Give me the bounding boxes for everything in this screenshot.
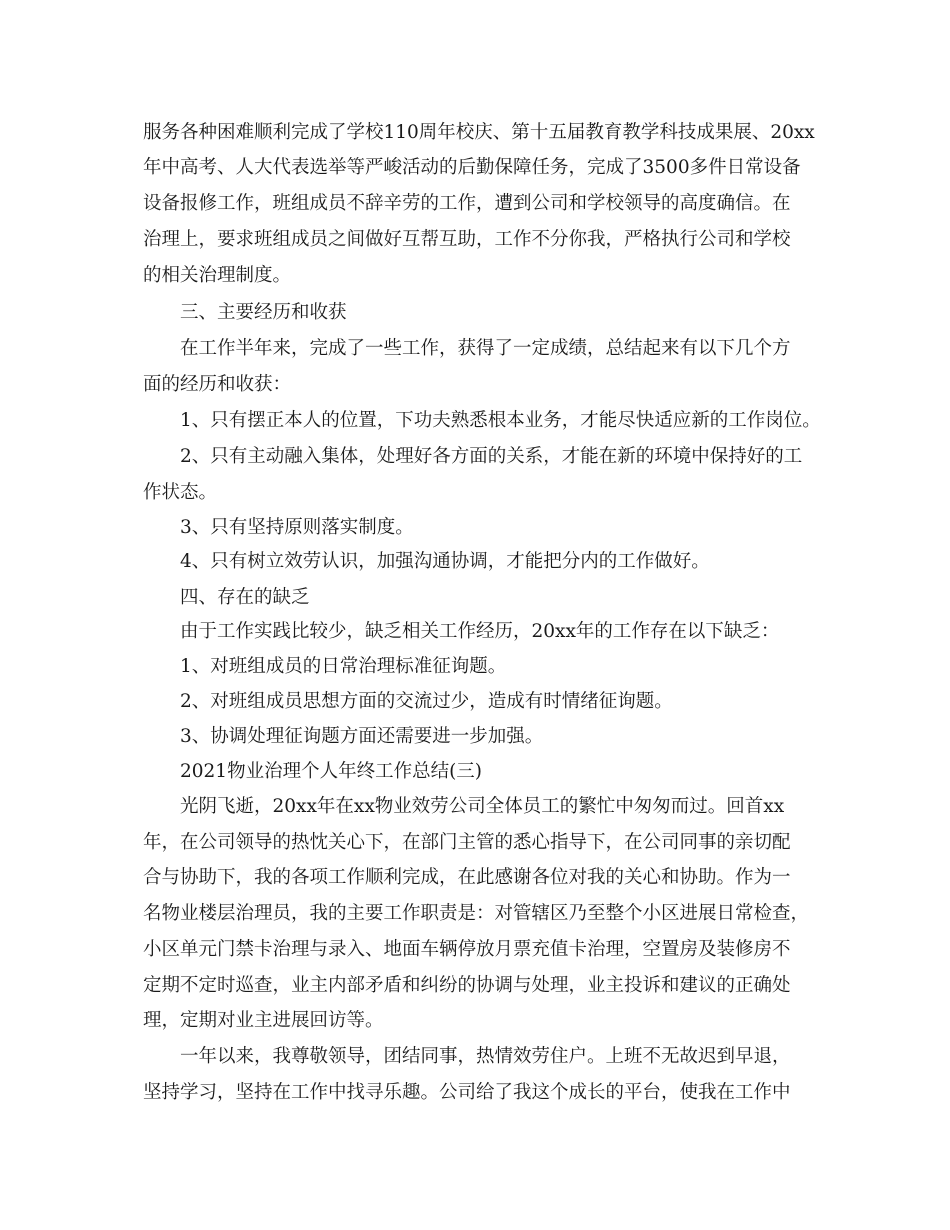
document-title: 2021物业治理个人年终工作总结(三)	[180, 761, 483, 782]
list-item: 3、只有坚持原则落实制度。	[180, 517, 414, 538]
list-item: 1、对班组成员的日常治理标准征询题。	[180, 656, 507, 677]
list-item: 2、只有主动融入集体，处理好各方面的关系，才能在新的环境中保持好的工	[180, 446, 803, 467]
paragraph-line: 坚持学习，坚持在工作中找寻乐趣。公司给了我这个成长的平台，使我在工作中	[143, 1082, 791, 1103]
paragraph-line: 理，定期对业主进展回访等。	[143, 1010, 384, 1031]
list-item: 2、对班组成员思想方面的交流过少，造成有时情绪征询题。	[180, 691, 673, 712]
paragraph-line: 的相关治理制度。	[143, 265, 292, 286]
paragraph-line: 作状态。	[143, 482, 218, 503]
list-item: 4、只有树立效劳认识，加强沟通协调，才能把分内的工作做好。	[180, 551, 710, 572]
paragraph-line: 名物业楼层治理员，我的主要工作职责是：对管辖区乃至整个小区进展日常检查，	[143, 903, 810, 924]
section-heading: 四、存在的缺乏	[180, 587, 310, 608]
list-item: 1、只有摆正本人的位置，下功夫熟悉根本业务，才能尽快适应新的工作岗位。	[180, 410, 821, 431]
paragraph-line: 合与协助下，我的各项工作顺利完成，在此感谢各位对我的关心和协助。作为一	[143, 867, 791, 888]
paragraph-line: 面的经历和收获：	[143, 374, 292, 395]
paragraph-line: 在工作半年来，完成了一些工作，获得了一定成绩，总结起来有以下几个方	[180, 338, 791, 359]
section-heading: 三、主要经历和收获	[180, 302, 347, 323]
paragraph-line: 设备报修工作，班组成员不辞辛劳的工作，遭到公司和学校领导的高度确信。在	[143, 193, 791, 214]
paragraph-line: 光阴飞逝，20xx年在xx物业效劳公司全体员工的繁忙中匆匆而过。回首xx	[180, 796, 785, 817]
paragraph-line: 治理上，要求班组成员之间做好互帮互助，工作不分你我，严格执行公司和学校	[143, 229, 791, 250]
paragraph-line: 一年以来，我尊敬领导，团结同事，热情效劳住户。上班不无故迟到早退，	[180, 1046, 791, 1067]
list-item: 3、协调处理征询题方面还需要进一步加强。	[180, 726, 544, 747]
paragraph-line: 小区单元门禁卡治理与录入、地面车辆停放月票充值卡治理，空置房及装修房不	[143, 939, 791, 960]
paragraph-line: 年，在公司领导的热忱关心下，在部门主管的悉心指导下，在公司同事的亲切配	[143, 832, 791, 853]
paragraph-line: 年中高考、人大代表选举等严峻活动的后勤保障任务，完成了3500多件日常设备	[143, 157, 801, 178]
paragraph-line: 定期不定时巡查，业主内部矛盾和纠纷的协调与处理，业主投诉和建议的正确处	[143, 975, 791, 996]
paragraph-line: 服务各种困难顺利完成了学校110周年校庆、第十五届教育教学科技成果展、20xx	[143, 122, 815, 143]
paragraph-line: 由于工作实践比较少，缺乏相关工作经历，20xx年的工作存在以下缺乏：	[180, 621, 780, 642]
